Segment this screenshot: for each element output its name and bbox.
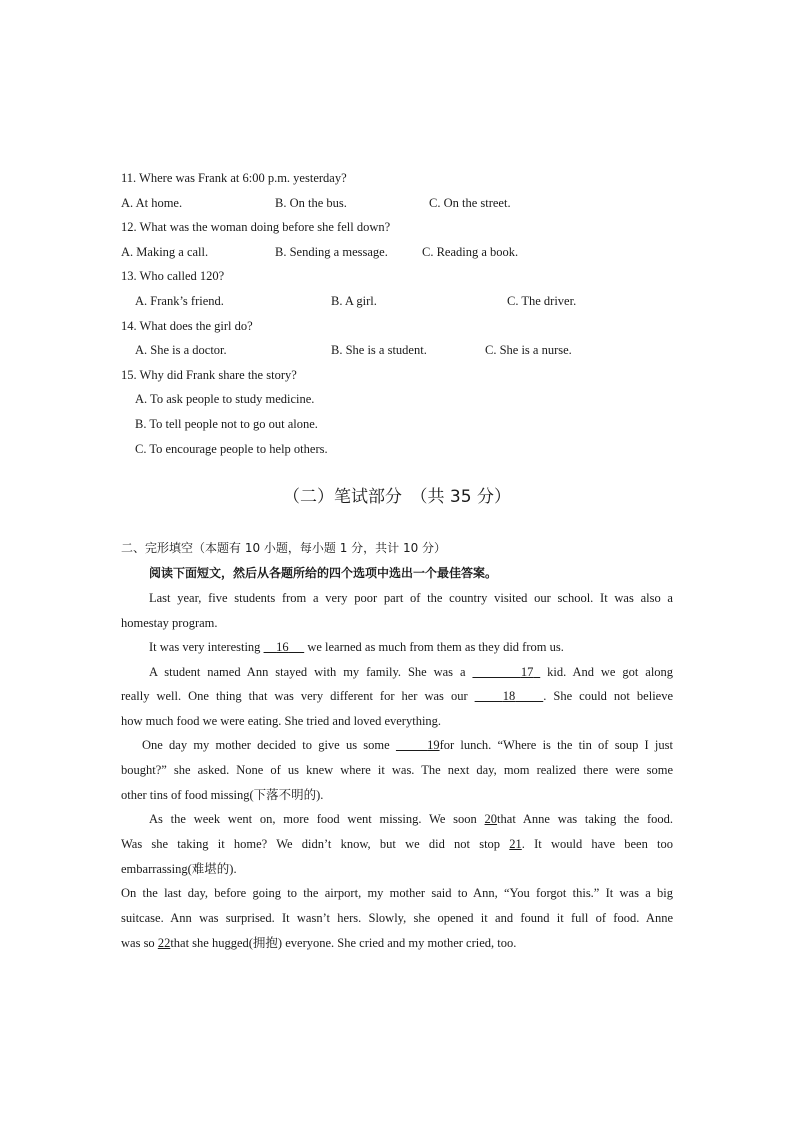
question-11-option-c: C. On the street. xyxy=(429,196,511,210)
question-15-option-b: B. To tell people not to go out alone. xyxy=(135,417,318,431)
paragraph-3-line-1 xyxy=(149,664,673,680)
question-12-stem: 12. What was the woman doing before she fell down? xyxy=(121,220,391,234)
question-11-option-a: A. At home. xyxy=(121,196,183,210)
question-12-option-c: C. Reading a book. xyxy=(422,245,519,259)
question-14-option-a: A. She is a doctor. xyxy=(135,343,227,357)
blank-20: 20 xyxy=(484,812,498,826)
blank-21: 21 xyxy=(509,837,522,851)
paragraph-5-line-2-after: . It would have been too xyxy=(521,837,673,851)
paragraph-5-text-before: As the week went on, more food went missing. We soon xyxy=(149,812,477,826)
paragraph-3-line-3: how much food we were eating. She tried and loved everything. xyxy=(121,714,442,728)
blank-21-wrap xyxy=(509,837,673,851)
blank-17: 17 xyxy=(520,665,534,679)
question-15-option-c: C. To encourage people to help others. xyxy=(135,442,328,456)
paragraph-3-line-2-before: really well. One thing that was very different for her was our xyxy=(121,689,468,703)
paragraph-6-text-before: was so xyxy=(121,936,155,950)
paragraph-6-line-1: On the last day, before going to the airport, my mother said to Ann, “You forgot this.” It was a big xyxy=(121,886,673,900)
question-14-stem: 14. What does the girl do? xyxy=(121,319,253,333)
question-14-option-c: C. She is a nurse. xyxy=(485,343,572,357)
paragraph-6-line-3 xyxy=(121,935,516,951)
question-13-option-c: C. The driver. xyxy=(507,294,577,308)
paragraph-3-text-before: A student named Ann stayed with my family. She was a xyxy=(149,665,466,679)
paragraph-5-text-after: that Anne was taking the food. xyxy=(497,812,673,826)
blank-18: 18 xyxy=(502,689,516,703)
part-heading: 二、完形填空（本题有 10 小题，每小题 1 分，共计 10 分） xyxy=(121,541,447,555)
section-title: （二）笔试部分 （共 35 分） xyxy=(283,487,511,507)
paragraph-1-line-1: Last year, five students from a very poor part of the country visited our school. It was also a xyxy=(149,591,673,605)
paragraph-5-line-2 xyxy=(121,836,673,852)
paragraph-6-text-after: that she hugged(拥抱) everyone. She cried and my mother cried, too. xyxy=(170,936,517,950)
paragraph-4-line-1 xyxy=(142,737,673,753)
paragraph-4-line-2: bought?” she asked. None of us knew where it was. The next day, mom realized there were some xyxy=(121,763,673,777)
question-12-option-b: B. Sending a message. xyxy=(275,245,388,259)
paragraph-2-text-before: It was very interesting xyxy=(149,640,261,654)
paragraph-5-line-3: embarrassing(难堪的). xyxy=(121,862,237,876)
paragraph-5-line-2-before: Was she taking it home? We didn’t know, but we did not stop xyxy=(121,837,501,851)
blank-22: 22 xyxy=(157,936,171,950)
question-13-option-a: A. Frank’s friend. xyxy=(135,294,224,308)
question-11-option-b: B. On the bus. xyxy=(275,196,347,210)
paragraph-5-line-1 xyxy=(149,811,673,827)
question-15-option-a: A. To ask people to study medicine. xyxy=(135,392,315,406)
question-15-stem: 15. Why did Frank share the story? xyxy=(121,368,297,382)
question-14-option-b: B. She is a student. xyxy=(331,343,427,357)
blank-19-wrap xyxy=(396,738,673,752)
paragraph-4-text-after: for lunch. “Where is the tin of soup I just xyxy=(439,738,673,752)
blank-20-wrap xyxy=(485,812,673,826)
blank-16: 16 xyxy=(276,640,289,654)
question-13-stem: 13. Who called 120? xyxy=(121,269,225,283)
paragraph-2-text-after: we learned as much from them as they did from us. xyxy=(307,640,564,654)
paragraph-2 xyxy=(149,639,564,655)
paragraph-3-line-2 xyxy=(121,688,673,704)
question-11-stem: 11. Where was Frank at 6:00 p.m. yesterday? xyxy=(121,171,347,185)
question-12-option-a: A. Making a call. xyxy=(121,245,209,259)
paragraph-4-text-before: One day my mother decided to give us some xyxy=(142,738,390,752)
paragraph-3-text-after: kid. And we got along xyxy=(547,665,674,679)
paragraph-3-line-2-after: . She could not believe xyxy=(543,689,674,703)
blank-18-wrap xyxy=(475,689,673,703)
paragraph-6-line-2: suitcase. Ann was surprised. It wasn’t hers. Slowly, she opened it and found it full of food. Anne xyxy=(121,911,673,925)
paragraph-1-line-2: homestay program. xyxy=(121,616,218,630)
paragraph-4-line-3: other tins of food missing(下落不明的). xyxy=(121,788,324,802)
instruction: 阅读下面短文，然后从各题所给的四个选项中选出一个最佳答案。 xyxy=(149,566,498,580)
blank-19: 19 xyxy=(427,738,440,752)
question-13-option-b: B. A girl. xyxy=(331,294,377,308)
